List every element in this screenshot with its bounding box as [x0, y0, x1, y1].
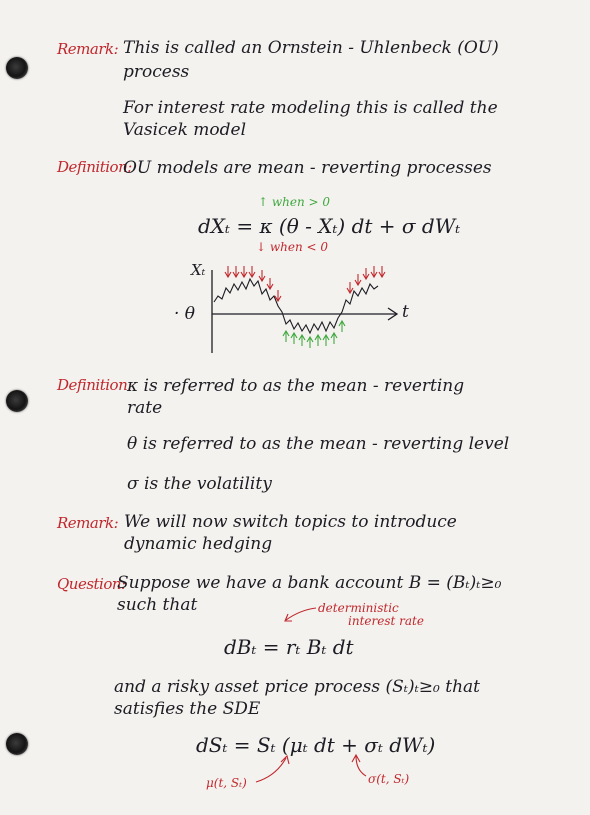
remark-label: Remark:: [57, 40, 119, 58]
definition-label: Definition:: [57, 158, 132, 176]
graph-x-label: t: [402, 302, 409, 322]
annotation-rate: deterministic: [318, 601, 399, 615]
remark-text: This is called an Ornstein - Uhlenbeck (OU): [123, 38, 499, 58]
question-text: and a risky asset price process (Sₜ)ₜ≥₀ that: [114, 677, 480, 697]
graph-theta-label: · θ: [174, 304, 196, 324]
remark-text: process: [123, 62, 190, 82]
question-text: such that: [117, 595, 198, 615]
remark-text: For interest rate modeling this is called the: [123, 98, 498, 118]
definition-text: rate: [127, 398, 163, 418]
ou-equation: dXₜ = κ (θ - Xₜ) dt + σ dWₜ: [198, 214, 461, 238]
definition-text: OU models are mean - reverting processes: [123, 158, 492, 178]
remark-text: dynamic hedging: [124, 534, 273, 554]
annotation-rate: interest rate: [348, 614, 424, 628]
definition-label: Definition:: [57, 376, 132, 394]
annotation-up: ↑ when > 0: [258, 195, 331, 209]
annotation-sigma: σ(t, Sₜ): [368, 772, 410, 786]
question-text: satisfies the SDE: [114, 699, 261, 719]
question-text: Suppose we have a bank account B = (Bₜ)ₜ≥₀: [117, 573, 502, 593]
bank-account-equation: dBₜ = rₜ Bₜ dt: [224, 635, 354, 659]
question-label: Question:: [57, 575, 126, 593]
remark-text: We will now switch topics to introduce: [124, 512, 457, 532]
definition-text: κ is referred to as the mean - reverting: [127, 376, 465, 396]
definition-text: θ is referred to as the mean - reverting level: [127, 434, 510, 454]
remark-label: Remark:: [57, 514, 119, 532]
definition-text: σ is the volatility: [127, 474, 272, 494]
asset-price-sde: dSₜ = Sₜ (μₜ dt + σₜ dWₜ): [196, 733, 436, 757]
remark-text: Vasicek model: [123, 120, 247, 140]
graph-y-label: Xₜ: [191, 261, 206, 279]
annotation-mu: μ(t, Sₜ): [206, 776, 247, 790]
annotation-down: ↓ when < 0: [256, 240, 329, 254]
